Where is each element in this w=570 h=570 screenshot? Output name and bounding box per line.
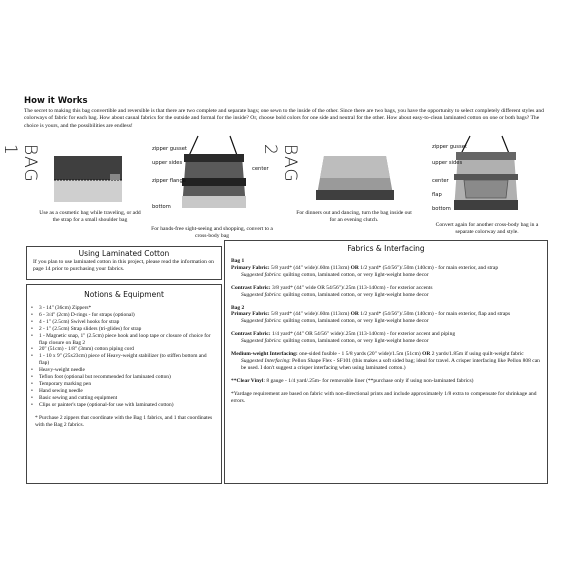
notions-item: • 4 - 1" (2.5cm) Swivel hooks for strap xyxy=(31,319,217,326)
bag1-label-zipper-flange: zipper flange xyxy=(152,178,186,184)
b1-primary-sugg-label: Suggested fabrics xyxy=(241,271,280,278)
notions-item: • Temporary marking pen xyxy=(31,381,217,388)
notions-item: • Clips or painter's tape (optional-for use with laminated cotton) xyxy=(31,402,217,409)
b1-primary-text-2: 1/2 yard* (54/56")/.50m (140cm) - for main exterior, and strap xyxy=(358,264,499,271)
notions-list xyxy=(27,305,221,409)
interfacing-text: one-sided fusible - 1 5/8 yards (20" wide)/1.5m (51cm) xyxy=(297,351,423,358)
bag1-heading: Bag 1 xyxy=(231,258,245,264)
vinyl-label: **Clear Vinyl xyxy=(231,377,264,384)
notions-item: • 1 - Magnetic snap, 1" (2.5cm) piece hook and loop tape or closure of choice for flap closure on Bag 2 xyxy=(31,333,217,347)
how-it-works-title: How it Works xyxy=(24,96,88,106)
bag2-label-flap: flap xyxy=(432,192,442,198)
intro-paragraph: The secret to making this bag convertible and reversible is that there are two complete and separate bags; one sewn to the inside of the other. Since there are two bags, you have the opportunity to select completely different styles and colorways of fabric for each bag. How about casual fabrics for the outside and formal for the inside? Or, choose bold colors for one side and neutral for the other. How about easy-to-clean laminated cotton on one or both bags? The choice is yours, and the possibilities are endless! xyxy=(24,108,544,129)
b2-primary-sugg: : quilting cotton, laminated cotton, or very light-weight home decor xyxy=(279,318,429,325)
bag2-label-upper-sides: upper sides xyxy=(432,160,463,166)
b1-primary-label: Primary Fabric: xyxy=(231,264,270,271)
bag1-label-center: center xyxy=(252,166,269,172)
bag2-caption-a: For dinners out and dancing, turn the bag inside out for an evening clutch. xyxy=(296,210,412,223)
fabrics-box xyxy=(224,240,548,484)
laminated-cotton-text: If you plan to use laminated cotton in this project, please read the information on page 14 prior to purchasing your fabrics. xyxy=(33,259,214,272)
b1-primary-sugg: : quilting cotton, laminated cotton, or very light-weight home decor xyxy=(279,271,429,278)
bag2-heading: Bag 2 xyxy=(231,304,245,311)
b1-contrast-sugg-label: Suggested fabrics xyxy=(241,291,280,298)
fabrics-content xyxy=(225,253,547,405)
bag2-caption-b: Convert again for another cross-body bag in a separate colorway and style. xyxy=(435,222,539,235)
bag1-label-zipper-gusset: zipper gusset xyxy=(152,146,187,152)
interfacing-sugg: : Pellon Shape Flex - SF101 (this makes a soft sided bag; ideal for travel. A crisper interfacing like Pellon 808 can be used. I don't suggest a crisper interfacing when using laminated cotton.) xyxy=(241,357,540,371)
b2-contrast-sugg: : quilting cotton, laminated cotton, or very light-weight home decor xyxy=(279,338,429,345)
b2-primary-label: Primary Fabric: xyxy=(231,311,270,318)
bag2-title: BAG 2 xyxy=(260,144,300,183)
notions-item: • Hand sewing needle xyxy=(31,388,217,395)
bag2-clutch-illustration xyxy=(306,150,402,210)
interfacing-or: OR xyxy=(422,351,431,358)
b2-contrast-text: 1/4 yard* (44" OR 54/56" wide)/.25m (113-140cm) - for exterior accent and piping xyxy=(270,331,456,338)
notions-item: • 3 - 14" (36cm) Zippers* xyxy=(31,305,217,312)
notions-item: • 20" (51cm) - 1/8" (3mm) cotton piping cord xyxy=(31,346,217,353)
notions-item: • 2 - 1" (2.5cm) Strap sliders (tri-glides) for strap xyxy=(31,326,217,333)
bag2-label-bottom: bottom xyxy=(432,206,451,212)
bag1-label-bottom: bottom xyxy=(152,204,171,210)
laminated-cotton-title: Using Laminated Cotton xyxy=(78,249,170,258)
notions-item: • Heavy-weight needle xyxy=(31,367,217,374)
vinyl-text: : 8 gauge - 1/4 yard/.25m- for removable liner (**purchase only if using non-laminated fabrics) xyxy=(263,377,474,384)
bag1-label-upper-sides: upper sides xyxy=(152,160,183,166)
notions-note: * Purchase 2 zippers that coordinate with the Bag 1 fabrics, and 1 that coordinates with the Bag 2 fabrics. xyxy=(35,414,213,428)
b1-or: OR xyxy=(350,264,359,271)
b1-primary-text: 5/8 yard* (44" wide)/.60m (113cm) xyxy=(269,264,351,271)
bag2-label-zipper-gusset: zipper gusset xyxy=(432,144,467,150)
bag2-label-center: center xyxy=(432,178,449,184)
interfacing-label: Medium-weight Interfacing: xyxy=(231,351,298,358)
b1-contrast-sugg: : quilting cotton, laminated cotton, or very light-weight home decor xyxy=(279,291,429,298)
interfacing-text-2: 2 yards/1.85m if using quilt-weight fabric xyxy=(430,351,524,358)
b2-contrast-label: Contrast Fabric: xyxy=(231,331,271,338)
b2-contrast-sugg-label: Suggested fabrics xyxy=(241,338,280,345)
notions-item: • 1 - 10 x 9" (25x23cm) piece of Heavy-weight stabilizer (to stiffen bottom and flap) xyxy=(31,353,217,367)
notions-item: • Basic sewing and cutting equipment xyxy=(31,395,217,402)
b2-primary-text: 5/8 yard* (44" wide)/.60m (113cm) xyxy=(269,311,351,318)
b1-contrast-text: 3/8 yard* (44" wide OR 54/56")/.25m (113-140cm) - for exterior accents xyxy=(270,284,433,291)
bag1-caption-b: For hands-free sight-seeing and shopping, convert to a cross-body bag xyxy=(151,226,273,239)
b1-contrast-label: Contrast Fabric: xyxy=(231,284,271,291)
b2-primary-sugg-label: Suggested fabrics xyxy=(241,318,280,325)
bag1-cosmetic-illustration xyxy=(50,148,130,208)
bag1-title: BAG 1 xyxy=(0,144,40,183)
notions-item: • 6 - 3/4" (2cm) D-rings - for straps (optional) xyxy=(31,312,217,319)
fabrics-title: Fabrics & Interfacing xyxy=(347,244,425,253)
notions-title: Notions & Equipment xyxy=(84,290,164,299)
b2-or: OR xyxy=(350,311,359,318)
bag1-caption-a: Use as a cosmetic bag while traveling, or add the strap for a small shoulder bag xyxy=(39,210,141,223)
b2-primary-text-2: 1/2 yard* (54/56")/.50m (140cm) - for main exterior, flap and straps xyxy=(358,311,511,318)
notions-box xyxy=(26,284,222,484)
interfacing-sugg-label: Suggested Interfacing xyxy=(241,357,290,364)
yardage-note: *Yardage requirement are based on fabric with non-directional prints and include approximately 1/8 extra to compensate for shrinkage and errors. xyxy=(231,390,537,404)
notions-item: • Teflon foot (optional but recommended for laminated cotton) xyxy=(31,374,217,381)
laminated-cotton-box xyxy=(26,246,222,280)
